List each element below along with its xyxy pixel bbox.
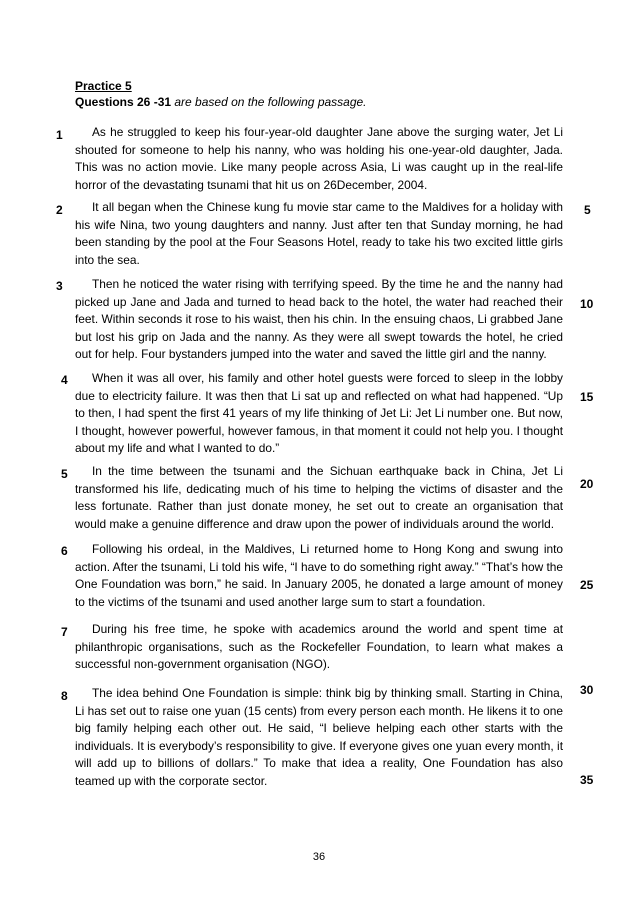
- paragraph-number-2: 2: [56, 203, 63, 217]
- paragraph-number-4: 4: [61, 373, 68, 387]
- practice-title: Practice 5: [75, 79, 132, 93]
- paragraph-number-5: 5: [61, 467, 68, 481]
- line-number-10: 10: [580, 297, 594, 311]
- paragraph-number-8: 8: [61, 689, 68, 703]
- paragraph-6: Following his ordeal, in the Maldives, Li returned home to Hong Kong and swung into action. After the tsunami, Li told his wife, “I have to do something right away.” “That’s how the One Foundation was born,” he said. In January 2005, he donated a large amount of money to the victims of the tsunami and used another large sum to start a foundation.: [75, 542, 563, 609]
- paragraph-number-3: 3: [56, 279, 63, 293]
- questions-instruction: [75, 95, 367, 110]
- questions-range: Questions 26 -31: [75, 95, 172, 109]
- paragraph-1: As he struggled to keep his four-year-old daughter Jane above the surging water, Jet Li shouted for someone to help his nanny, who was holding his one-year-old daughter, Jada. This was no action movie. Like many people across Asia, Li was caught up in the real-life horror of the devastating tsunami that hit us on 26December, 2004.: [75, 125, 563, 192]
- line-number-15: 15: [580, 390, 594, 404]
- paragraph-number-1: 1: [56, 128, 63, 142]
- line-number-20: 20: [580, 477, 594, 491]
- paragraph-number-7: 7: [61, 625, 68, 639]
- line-number-25: 25: [580, 578, 594, 592]
- line-number-35: 35: [580, 773, 594, 787]
- paragraph-number-6: 6: [61, 544, 68, 558]
- paragraph-4: When it was all over, his family and other hotel guests were forced to sleep in the lobby due to electricity failure. It was then that Li sat up and reflected on what had happened. “Up to then, I had spent the first 41 years of my life thinking of Jet Li: Jet Li number one. But now, I thought, however powerful, however famous, in that moment it could not help you. I thought about my life and what I wanted to do.”: [75, 371, 563, 455]
- paragraph-7: During his free time, he spoke with academics around the world and spent time at philanthropic organisations, such as the Rockefeller Foundation, to learn what makes a successful non-government organisation (NGO).: [75, 622, 563, 671]
- line-number-5: 5: [584, 203, 591, 217]
- paragraph-2: It all began when the Chinese kung fu movie star came to the Maldives for a holiday with his wife Nina, two young daughters and nanny. Just after ten that Sunday morning, he had been standing by the pool at the Four Seasons Hotel, ready to take his two excited little girls into the sea.: [75, 200, 563, 267]
- paragraph-3: Then he noticed the water rising with terrifying speed. By the time he and the nanny had picked up Jane and Jada and turned to head back to the hotel, the water had reached their feet. Within seconds it rose to his waist, then his chin. In the ensuing chaos, Li grabbed Jane but lost his grip on Jada and the nanny. As they were all swept towards the hotel, he cried out for help. Four bystanders jumped into the water and saved the little girl and the nanny.: [75, 277, 563, 361]
- paragraph-8: The idea behind One Foundation is simple: think big by thinking small. Starting in China, Li has set out to raise one yuan (15 cents) from every person each month. He likens it to one big family helping each other out. He said, “I believe helping each other starts with the individuals. It is everybody’s responsibility to give. If everyone gives one yuan every month, it will add up to billions of dollars.” To make that idea a reality, One Foundation has also teamed up with the corporate sector.: [75, 686, 563, 788]
- line-number-30: 30: [580, 683, 594, 697]
- page-number: 36: [312, 851, 326, 863]
- questions-instruction-text: are based on the following passage.: [171, 95, 367, 109]
- paragraph-5: In the time between the tsunami and the Sichuan earthquake back in China, Jet Li transformed his life, dedicating much of his time to helping the victims of disaster and the less fortunate. Rather than just donate money, he set out to create an organisation that would make a genuine difference and draw upon the power of individuals around the world.: [75, 464, 563, 531]
